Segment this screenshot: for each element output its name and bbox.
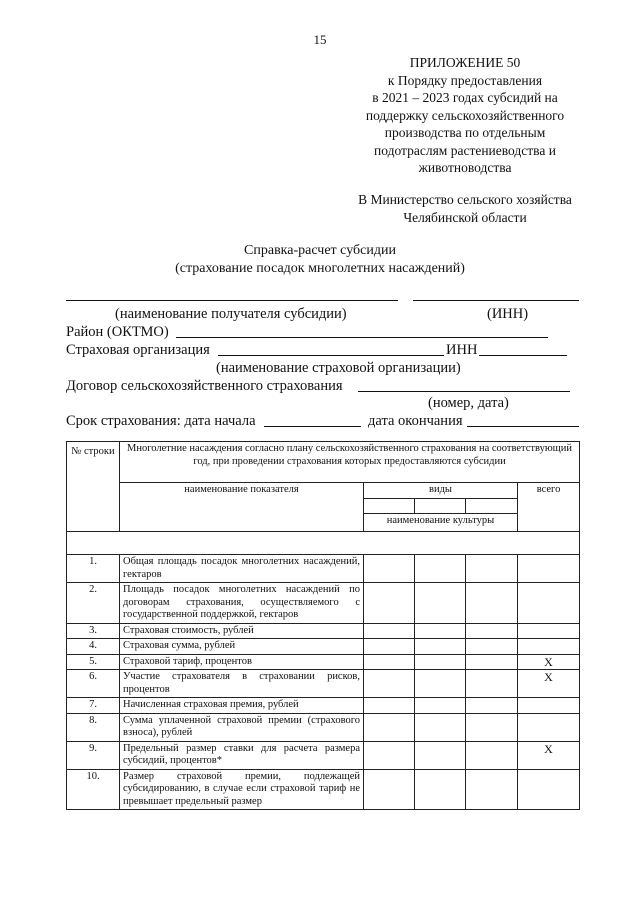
value-cell[interactable] <box>364 639 415 655</box>
value-cell[interactable] <box>415 583 466 624</box>
table-row <box>67 741 580 769</box>
appendix-line: производства по отдельным <box>384 125 546 140</box>
row-number: 9. <box>67 741 120 769</box>
addressee-line: В Министерство сельского хозяйства <box>358 192 572 207</box>
value-cell[interactable] <box>466 713 518 741</box>
value-cell[interactable] <box>415 698 466 714</box>
value-cell[interactable] <box>364 698 415 714</box>
type-cell <box>364 499 415 514</box>
value-cell[interactable] <box>415 555 466 583</box>
period-end-field[interactable] <box>467 426 579 427</box>
value-cell[interactable] <box>466 769 518 810</box>
value-cell[interactable] <box>364 654 415 670</box>
total-cell: X <box>518 741 580 769</box>
appendix-line: животноводства <box>418 160 512 175</box>
row-indicator: Участие страхователя в страховании рисков, процентов <box>120 670 364 698</box>
table-row <box>67 713 580 741</box>
contract-label: Договор сельскохозяйственного страхования <box>66 378 343 394</box>
period-end-label: дата окончания <box>368 413 463 429</box>
row-number: 10. <box>67 769 120 810</box>
row-indicator: Сумма уплаченной страховой премии (страхового взноса), рублей <box>120 713 364 741</box>
total-cell[interactable] <box>518 769 580 810</box>
table-row <box>67 698 580 714</box>
appendix-title: ПРИЛОЖЕНИЕ 50 <box>409 55 521 70</box>
insurer-caption: (наименование страховой организации) <box>216 360 461 376</box>
row-number: 7. <box>67 698 120 714</box>
col-no-header: № строки <box>67 442 120 532</box>
appendix-line: поддержку сельскохозяйственного <box>365 107 565 123</box>
value-cell[interactable] <box>364 670 415 698</box>
value-cell[interactable] <box>415 769 466 810</box>
total-cell: X <box>518 654 580 670</box>
type-cell <box>415 499 466 514</box>
value-cell[interactable] <box>466 670 518 698</box>
row-indicator: Общая площадь посадок многолетних насаждений, гектаров <box>120 555 364 583</box>
table-row <box>67 639 580 655</box>
period-start-field[interactable] <box>264 426 361 427</box>
contract-field[interactable] <box>358 391 570 392</box>
insurer-inn-field[interactable] <box>479 355 567 356</box>
appendix-line: подотраслям растениеводства и <box>374 142 556 158</box>
total-cell[interactable] <box>518 713 580 741</box>
value-cell[interactable] <box>364 713 415 741</box>
appendix-header <box>320 54 610 177</box>
inn-caption: (ИНН) <box>487 306 529 322</box>
insurer-inn-label: ИНН <box>446 342 478 358</box>
recipient-caption: (наименование получателя субсидии) <box>115 306 347 322</box>
value-cell[interactable] <box>364 555 415 583</box>
document-title <box>0 242 640 277</box>
insurer-label: Страховая организация <box>66 342 210 358</box>
appendix-line: в 2021 – 2023 годах субсидий на <box>372 90 558 105</box>
row-number: 4. <box>67 639 120 655</box>
row-indicator: Площадь посадок многолетних насаждений по договорам страхования, осуществляемого с государственной поддержкой, гектаров <box>120 583 364 624</box>
inn-field[interactable] <box>413 300 579 301</box>
table-row <box>67 555 580 583</box>
value-cell[interactable] <box>415 713 466 741</box>
value-cell[interactable] <box>364 741 415 769</box>
row-indicator: Начисленная страховая премия, рублей <box>120 698 364 714</box>
value-cell[interactable] <box>466 654 518 670</box>
total-cell[interactable] <box>518 555 580 583</box>
row-number: 5. <box>67 654 120 670</box>
value-cell[interactable] <box>415 623 466 639</box>
value-cell[interactable] <box>415 670 466 698</box>
row-indicator: Размер страховой премии, подлежащей субсидированию, в случае если страховой тариф не превышает предельный размер <box>120 769 364 810</box>
district-field[interactable] <box>176 337 548 338</box>
row-number: 8. <box>67 713 120 741</box>
culture-header: наименование культуры <box>364 514 518 532</box>
contract-caption: (номер, дата) <box>428 395 509 411</box>
subsidy-table <box>66 441 580 810</box>
recipient-field[interactable] <box>66 300 398 301</box>
appendix-line: к Порядку предоставления <box>387 72 543 88</box>
value-cell[interactable] <box>415 639 466 655</box>
table-row <box>67 654 580 670</box>
district-label: Район (ОКТМО) <box>66 324 169 340</box>
total-cell[interactable] <box>518 583 580 624</box>
value-cell[interactable] <box>415 741 466 769</box>
table-row <box>67 769 580 810</box>
value-cell[interactable] <box>415 654 466 670</box>
total-cell: X <box>518 670 580 698</box>
value-cell[interactable] <box>466 623 518 639</box>
addressee-line: Челябинской области <box>403 209 527 225</box>
value-cell[interactable] <box>466 583 518 624</box>
subtitle-line: (страхование посадок многолетних насаждений) <box>175 260 465 276</box>
row-indicator: Предельный размер ставки для расчета размера субсидий, процентов* <box>120 741 364 769</box>
period-label: Срок страхования: дата начала <box>66 413 256 429</box>
indicator-header: наименование показателя <box>120 483 364 532</box>
value-cell[interactable] <box>466 555 518 583</box>
total-header: всего <box>518 483 580 532</box>
type-cell <box>466 499 518 514</box>
value-cell[interactable] <box>364 623 415 639</box>
row-number: 2. <box>67 583 120 624</box>
value-cell[interactable] <box>466 741 518 769</box>
value-cell[interactable] <box>466 698 518 714</box>
row-number: 6. <box>67 670 120 698</box>
table-row <box>67 623 580 639</box>
table-row <box>67 670 580 698</box>
total-cell[interactable] <box>518 623 580 639</box>
types-header: виды <box>364 483 518 499</box>
spacer-row <box>67 532 580 555</box>
value-cell[interactable] <box>466 639 518 655</box>
insurer-field[interactable] <box>218 355 444 356</box>
total-cell[interactable] <box>518 639 580 655</box>
row-indicator: Страховая стоимость, рублей <box>120 623 364 639</box>
total-cell[interactable] <box>518 698 580 714</box>
title-line: Справка-расчет субсидии <box>244 243 396 258</box>
value-cell[interactable] <box>364 583 415 624</box>
row-number: 3. <box>67 623 120 639</box>
table-row <box>67 583 580 624</box>
row-indicator: Страховая сумма, рублей <box>120 639 364 655</box>
addressee <box>320 191 610 226</box>
row-number: 1. <box>67 555 120 583</box>
plantings-header: Многолетние насаждения согласно плану сельскохозяйственного страхования на соответствующий год, при проведении страхования которых предоставляются субсидии <box>120 442 580 483</box>
page-number: 15 <box>313 32 327 47</box>
value-cell[interactable] <box>364 769 415 810</box>
row-indicator: Страховой тариф, процентов <box>120 654 364 670</box>
